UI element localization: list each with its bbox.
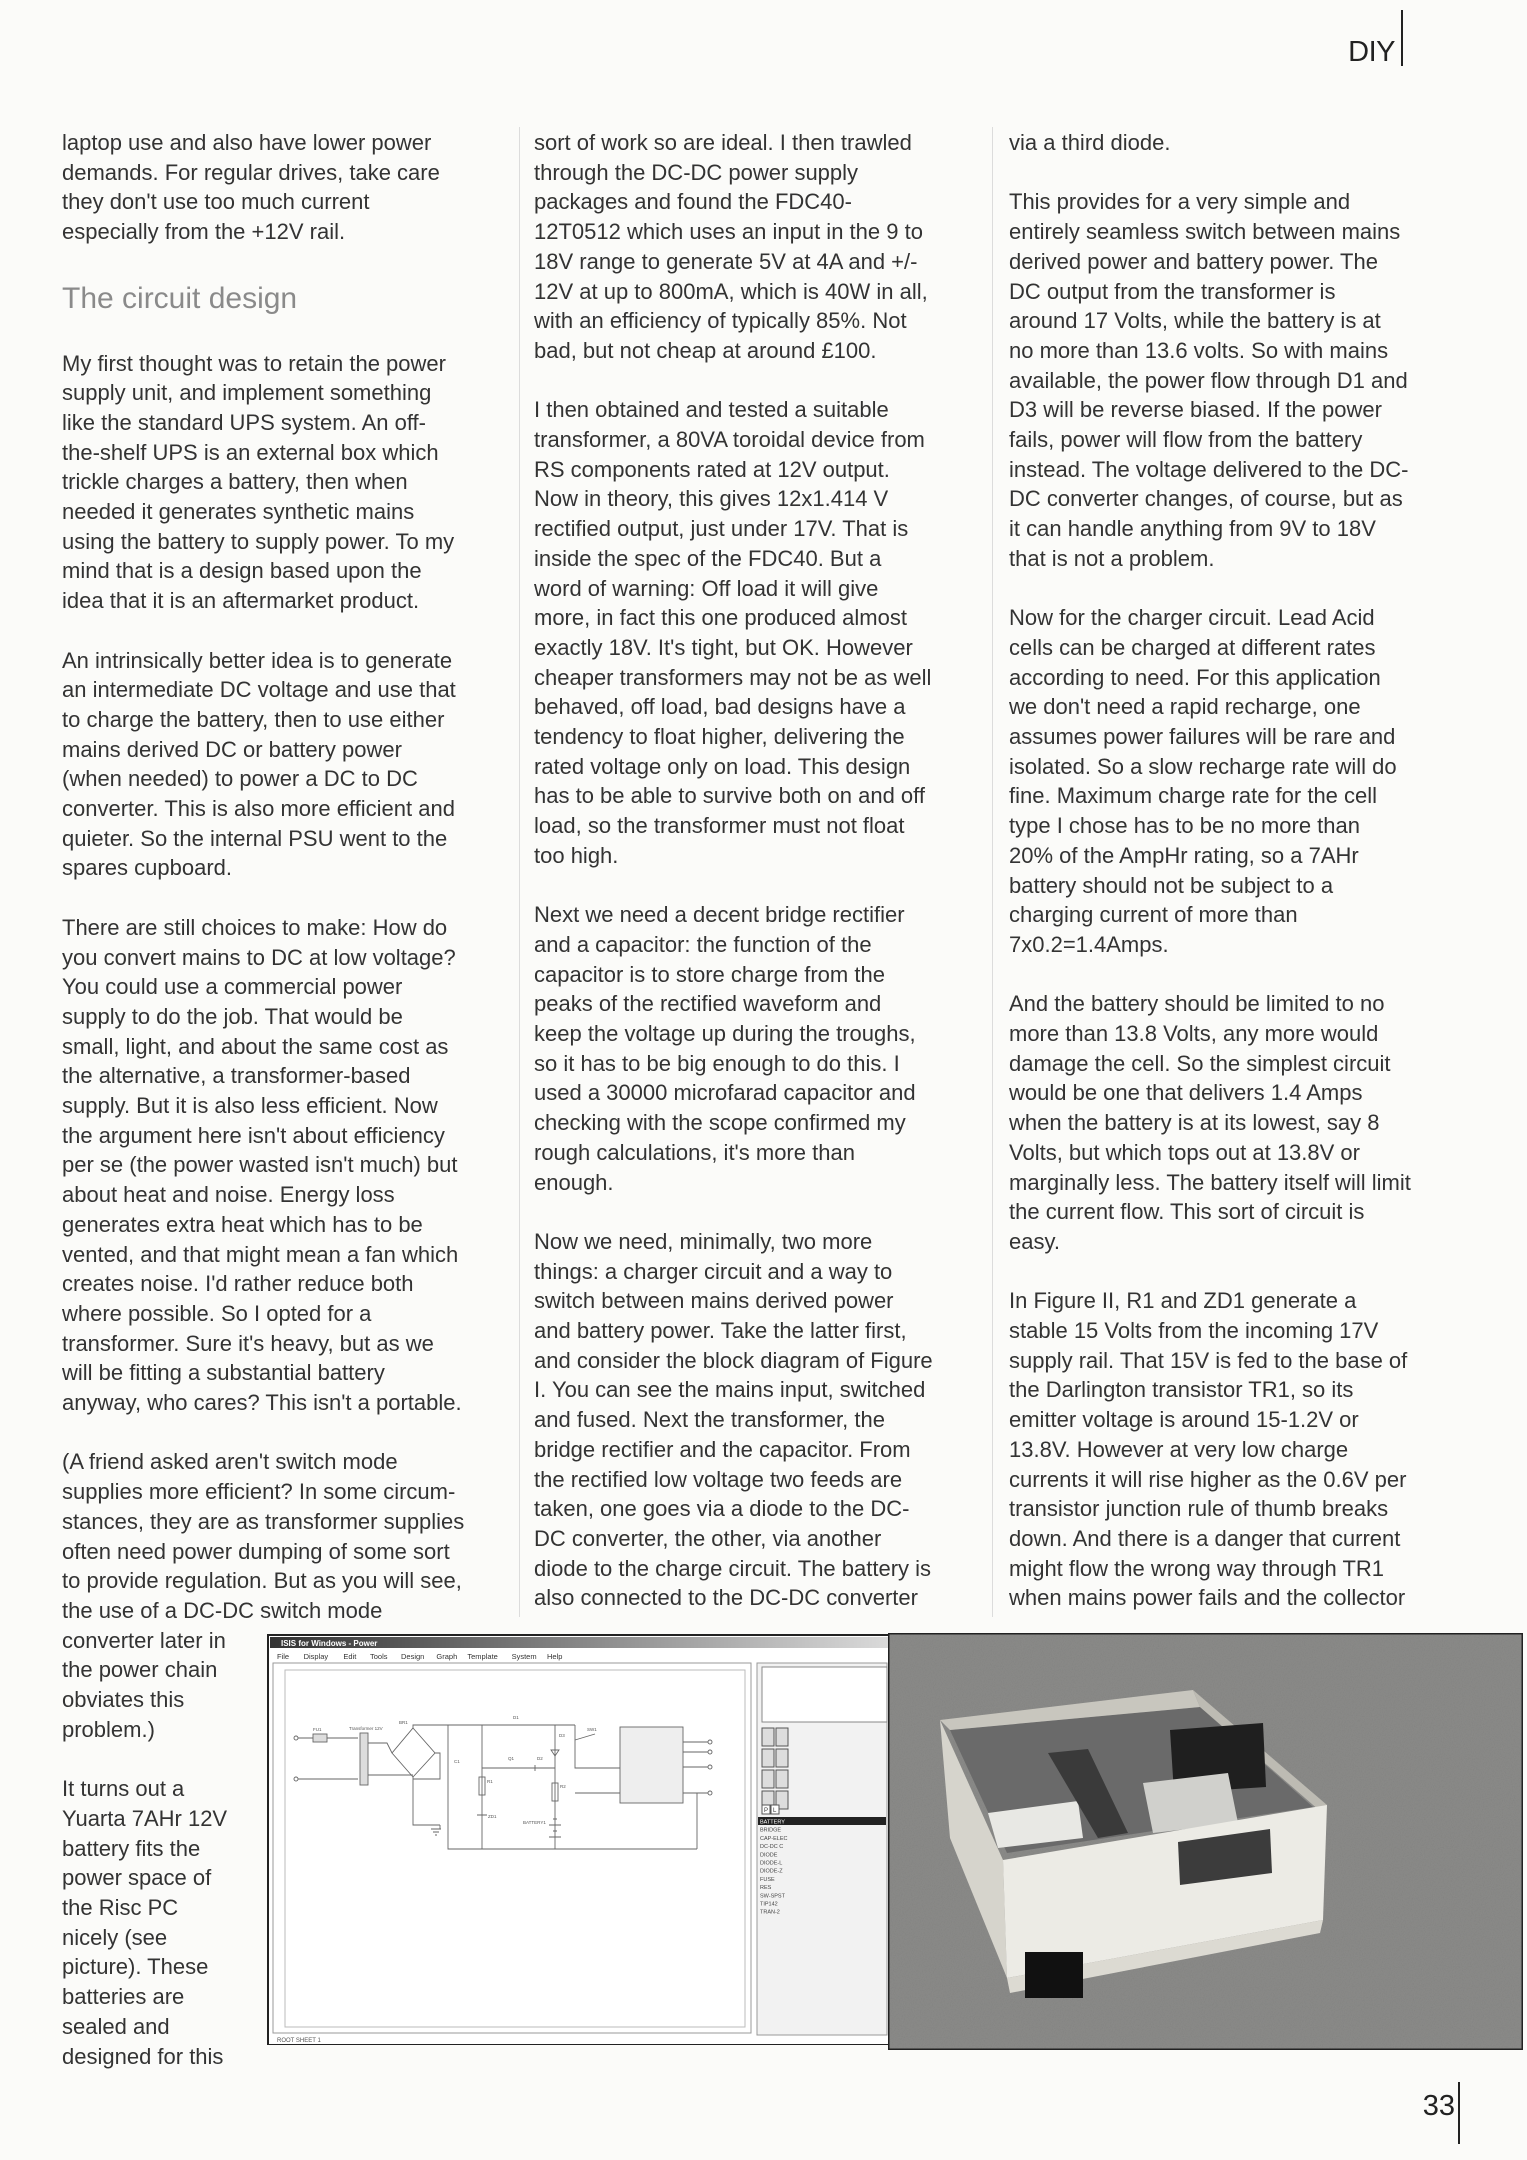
part-list-item[interactable]: DC-DC C: [760, 1844, 784, 1851]
svg-text:R2: R2: [560, 1784, 566, 1789]
schematic-screenshot: [265, 1625, 905, 2045]
part-list-item[interactable]: FUSE: [760, 1876, 775, 1883]
svg-text:Q1: Q1: [508, 1756, 515, 1761]
menu-item-design[interactable]: Design: [401, 1652, 425, 1661]
menu-item-tools[interactable]: Tools: [370, 1652, 388, 1661]
menu-item-display[interactable]: Display: [303, 1652, 329, 1661]
svg-text:C1: C1: [454, 1759, 460, 1764]
part-list-item[interactable]: BATTERY: [760, 1819, 785, 1826]
svg-text:SW1: SW1: [587, 1727, 597, 1732]
paragraph: via a third diode.: [1009, 130, 1171, 155]
column-2: [534, 128, 994, 1643]
part-list-item[interactable]: BRIDGE: [760, 1827, 782, 1834]
paragraph: I then obtained and tested a suitable transformer, a 80VA toroidal device from RS components rated at 12V output. Now in theory, this gives 12x1.414 V rectified output, just under 17V. That is inside the spec of the FDC40. But a word of warning: Off load it will give more, in fact this one produced almost exactly 18V. It's tight, but OK. However cheaper transformers may not be as well behaved, off load, bad designs have a tendency to float higher, delivering the rated voltage only on load. This design has to be able to survive both on and off load, so the transformer must not float too high.: [534, 397, 932, 868]
tab-p-label: P: [764, 1808, 769, 1814]
section-heading: The circuit design: [62, 281, 298, 315]
paragraph: My first thought was to retain the power supply unit, and implement something like the standard UPS system. An off- the-shelf UPS is an external box which trickle charges a battery, then when needed it generates synthetic mains using the battery to supply power. To my mind that is a design based upon the idea that it is an aftermarket product.: [62, 350, 455, 614]
paragraph: laptop use and also have lower power demands. For regular drives, take care they don't use too much current especially from the +12V rail.: [62, 130, 440, 245]
svg-text:Transformer 12V: Transformer 12V: [349, 1726, 383, 1731]
paragraph: This provides for a very simple and entirely seamless switch between mains derived power and battery power. The DC output from the transformer is around 17 Volts, while the battery is at no more than 13.6 volts. So with mains available, the power flow through D1 and D3 will be reverse biased. If the power fails, power will flow from the battery instead. The voltage delivered to the DC- DC converter changes, of course, but as it can handle anything from 9V to 18V that is not a problem.: [1009, 189, 1409, 571]
part-list-item[interactable]: SW-SPST: [760, 1893, 785, 1900]
paragraph: And the battery should be limited to no more than 13.8 Volts, any more would damage the cell. So the simplest circuit would be one that delivers 1.4 Amps when the battery is at its lowest, say 8 Volts, but which tops out at 13.8V or marginally less. The battery itself will limit the current flow. This sort of circuit is easy.: [1009, 991, 1411, 1254]
part-list-item[interactable]: DIODE-Z: [760, 1868, 783, 1875]
menu-item-edit[interactable]: Edit: [343, 1652, 357, 1661]
svg-text:BATTERY1: BATTERY1: [523, 1820, 546, 1825]
paragraph: (A friend asked aren't switch mode supplies more efficient? In some circum- stances, they are as transformer supplies often need power dumping of some sort to provide regulation. But as you will see, the use of a DC-DC switch mode converter later in the power chain obviates this problem.): [62, 1449, 465, 1742]
heatsink: [1025, 1952, 1083, 1998]
tab-l-label: L: [773, 1808, 777, 1814]
part-list-item[interactable]: TRAN-2: [760, 1909, 780, 1916]
risc-pc-photo: [888, 1633, 1523, 2050]
status-bar: ROOT SHEET 1: [277, 2038, 321, 2044]
paragraph: An intrinsically better idea is to generate an intermediate DC voltage and use that to charge the battery, then to use either mains derived DC or battery power (when needed) to power a DC to DC converter. This is also more efficient and quieter. So the internal PSU went to the spares cupboard.: [62, 647, 456, 881]
paragraph: Now for the charger circuit. Lead Acid cells can be charged at different rates according to need. For this application we don't need a rapid recharge, one assumes power failures will be rare and isolated. So a slow recharge rate will do fine. Maximum charge rate for the cell type I chose has to be no more than 20% of the AmpHr rating, so a 7AHr battery should not be subject to a charging current of more than 7x0.2=1.4Amps.: [1009, 605, 1397, 957]
svg-text:ZD1: ZD1: [488, 1814, 497, 1819]
part-list-item[interactable]: TIP142: [760, 1901, 778, 1908]
paragraph: There are still choices to make: How do you convert mains to DC at low voltage? You could use a commercial power supply to do the job. That would be small, light, and about the same cost as the alternative, a transformer-based supply. But it is also less efficient. Now the argument here isn't about efficiency per se (the power wasted isn't much) but about heat and noise. Energy loss generates extra heat which has to be vented, and that might mean a fan which creates noise. I'd rather reduce both where possible. So I opted for a transformer. Sure it's heavy, but as we will be fitting a substantial battery anyway, who cares? This isn't a portable.: [62, 914, 462, 1416]
svg-text:R1: R1: [487, 1779, 493, 1784]
column-3: [1009, 128, 1469, 1643]
svg-text:BR1: BR1: [399, 1720, 408, 1725]
part-list-item[interactable]: CAP-ELEC: [760, 1835, 788, 1842]
page-number: 33: [1422, 2090, 1455, 2122]
window-title: ISIS for Windows - Power: [281, 1639, 378, 1648]
footer-rule: [1458, 2082, 1460, 2144]
section-label: DIY: [1348, 36, 1395, 68]
svg-text:FU1: FU1: [313, 1727, 322, 1732]
overview-preview: [762, 1667, 887, 1722]
menu-item-file[interactable]: File: [277, 1652, 290, 1661]
paragraph: In Figure II, R1 and ZD1 generate a stable 15 Volts from the incoming 17V supply rail. That 15V is fed to the base of the Darlington transistor TR1, so its emitter voltage is around 15-1.2V or 13.8V. However at very low charge currents it will rise higher as the 0.6V per transistor junction rule of thumb breaks down. And there is a danger that current might flow the wrong way through TR1 when mains power fails and the collector: [1009, 1288, 1408, 1611]
paragraph: It turns out a Yuarta 7AHr 12V battery fits the power space of the Risc PC nicely (see picture). These batteries are sealed and designed for this: [62, 1776, 228, 2069]
menu-bar: [277, 1652, 562, 1661]
paragraph: Next we need a decent bridge rectifier and a capacitor: the function of the capacitor is to store charge from the peaks of the rectified waveform and keep the voltage up during the troughs, so it has to be big enough to do this. I used a 30000 microfarad capacitor and checking with the scope confirmed my rough calculations, it's more than enough.: [534, 902, 916, 1195]
menu-item-template[interactable]: Template: [467, 1652, 498, 1661]
paragraph: sort of work so are ideal. I then trawled through the DC-DC power supply packages and found the FDC40- 12T0512 which uses an input in the 9 to 18V range to generate 5V at 4A and +/- 12V at up to 800mA, which is 40W in all, with an efficiency of typically 85%. Not bad, but not cheap at around £100.: [534, 130, 928, 363]
canvas-area: [273, 1663, 751, 2033]
part-list-item[interactable]: DIODE: [760, 1852, 778, 1859]
menu-item-help[interactable]: Help: [547, 1652, 563, 1661]
menu-item-system[interactable]: System: [511, 1652, 537, 1661]
part-list-item[interactable]: DIODE-L: [760, 1860, 783, 1867]
svg-text:D2: D2: [537, 1756, 543, 1761]
svg-text:D3: D3: [559, 1733, 565, 1738]
header-rule: [1401, 10, 1403, 66]
part-list-item[interactable]: RES: [760, 1885, 772, 1892]
menu-item-graph[interactable]: Graph: [436, 1652, 458, 1661]
paragraph: Now we need, minimally, two more things: a charger circuit and a way to switch between mains derived power and battery power. Take the latter first, and consider the block diagram of Figure I. You can see the mains input, switched and fused. Next the transformer, the bridge rectifier and the capacitor. From the rectified low voltage two feeds are taken, one goes via a diode to the DC- DC converter, the other, via another diode to the charge circuit. The battery is also connected to the DC-DC converter: [534, 1228, 933, 1611]
svg-text:D1: D1: [513, 1715, 519, 1720]
